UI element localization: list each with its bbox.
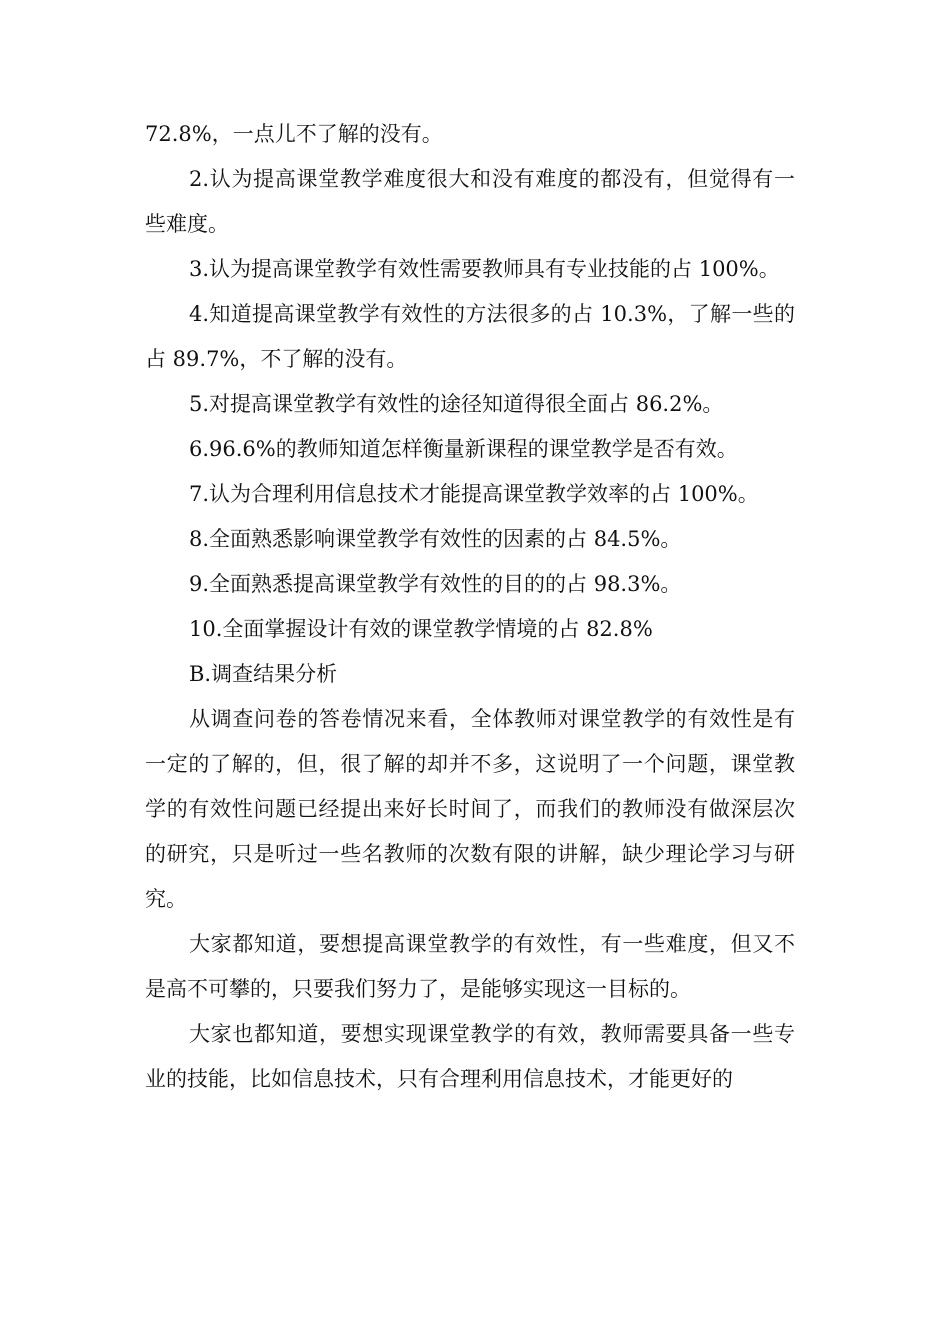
- paragraph-2: 2.认为提高课堂教学难度很大和没有难度的都没有，但觉得有一些难度。: [145, 167, 795, 236]
- paragraph-5: 5.对提高课堂教学有效性的途径知道得很全面占 86.2%。: [189, 392, 724, 416]
- paragraph-10: 10.全面掌握设计有效的课堂教学情境的占 82.8%: [189, 617, 653, 641]
- paragraph-3: 3.认为提高课堂教学有效性需要教师具有专业技能的占 100%。: [189, 257, 780, 281]
- paragraph-7: 7.认为合理利用信息技术才能提高课堂教学效率的占 100%。: [189, 482, 759, 506]
- paragraph-9: 9.全面熟悉提高课堂教学有效性的目的的占 98.3%。: [189, 572, 682, 596]
- paragraph-12: 从调查问卷的答卷情况来看，全体教师对课堂教学的有效性是有一定的了解的，但，很了解的却并不多，这说明了一个问题，课堂教学的有效性问题已经提出来好长时间了，而我们的教师没有做深层次的研究，只是听过一些名教师的次数有限的讲解，缺少理论学习与研究。: [145, 707, 795, 911]
- paragraph-4: 4.知道提高课堂教学有效性的方法很多的占 10.3%，了解一些的占 89.7%，不了解的没有。: [145, 302, 795, 371]
- document-body: [145, 112, 795, 1102]
- paragraph-1: 72.8%，一点儿不了解的没有。: [145, 122, 443, 146]
- section-heading: B.调查结果分析: [189, 662, 338, 686]
- paragraph-13: 大家都知道，要想提高课堂教学的有效性，有一些难度，但又不是高不可攀的，只要我们努力了，是能够实现这一目标的。: [145, 932, 795, 1001]
- paragraph-14: 大家也都知道，要想实现课堂教学的有效，教师需要具备一些专业的技能，比如信息技术，只有合理利用信息技术，才能更好的: [145, 1022, 795, 1091]
- paragraph-6: 6.96.6%的教师知道怎样衡量新课程的课堂教学是否有效。: [189, 437, 738, 461]
- paragraph-8: 8.全面熟悉影响课堂教学有效性的因素的占 84.5%。: [189, 527, 682, 551]
